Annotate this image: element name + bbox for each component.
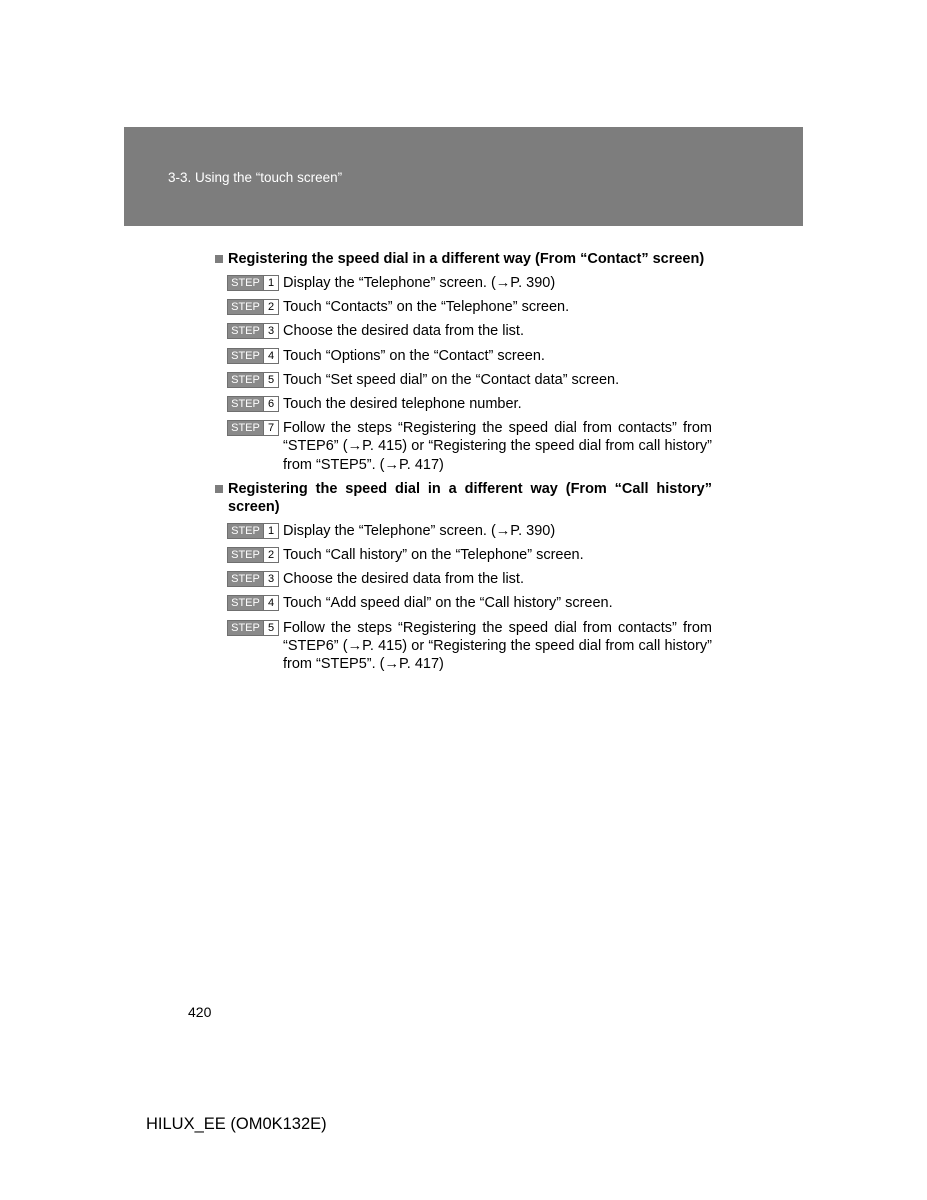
step-text: Touch “Options” on the “Contact” screen. [283, 347, 545, 364]
step-badge [227, 323, 279, 339]
step-text: Touch “Contacts” on the “Telephone” screen. [283, 299, 570, 316]
document-code: HILUX_EE (OM0K132E) [146, 1115, 327, 1133]
step-badge-number: 6 [263, 397, 278, 411]
step-item [215, 274, 712, 292]
step-item [215, 347, 712, 365]
step-text: Choose the desired data from the list. [283, 571, 524, 588]
step-text: Display the “Telephone” screen. (→P. 390) [283, 522, 556, 539]
step-badge-label: STEP [228, 300, 263, 314]
step-badge [227, 348, 279, 364]
step-badge-label: STEP [228, 276, 263, 290]
step-badge-number: 2 [263, 548, 278, 562]
step-item [215, 395, 712, 413]
step-badge-number: 5 [263, 621, 278, 635]
step-badge-label: STEP [228, 524, 263, 538]
step-badge-number: 1 [263, 276, 278, 290]
step-badge-number: 4 [263, 596, 278, 610]
step-badge-label: STEP [228, 621, 263, 635]
step-badge [227, 571, 279, 587]
step-badge-number: 7 [263, 421, 278, 435]
section-heading [215, 480, 712, 516]
step-badge [227, 396, 279, 412]
square-bullet-icon [215, 255, 223, 263]
step-badge-number: 2 [263, 300, 278, 314]
step-badge [227, 523, 279, 539]
step-badge [227, 420, 279, 436]
step-badge-label: STEP [228, 421, 263, 435]
step-text: Display the “Telephone” screen. (→P. 390) [283, 275, 556, 291]
step-item [215, 570, 712, 588]
step-badge [227, 299, 279, 315]
step-text: Touch “Add speed dial” on the “Call history” screen. [283, 595, 613, 612]
step-text: Choose the desired data from the list. [283, 323, 524, 340]
section-heading-text: Registering the speed dial in a different way (From “Call history” screen) [228, 480, 712, 515]
step-item [215, 298, 712, 316]
step-text: Follow the steps “Registering the speed dial from contacts” from “STEP6” (→P. 415) or “Registering the speed dial from call history” from “STEP5”. (→P. 417) [283, 420, 712, 473]
section-from-contact [215, 250, 712, 474]
step-text: Touch “Call history” on the “Telephone” screen. [283, 547, 584, 564]
step-badge-label: STEP [228, 548, 263, 562]
section-from-call-history [215, 480, 712, 673]
step-item [215, 522, 712, 540]
step-badge [227, 275, 279, 291]
step-badge [227, 372, 279, 388]
step-badge-number: 1 [263, 524, 278, 538]
step-item [215, 371, 712, 389]
step-text: Touch “Set speed dial” on the “Contact data” screen. [283, 371, 620, 388]
step-badge-label: STEP [228, 324, 263, 338]
step-badge-label: STEP [228, 397, 263, 411]
step-badge-label: STEP [228, 349, 263, 363]
step-badge-number: 3 [263, 572, 278, 586]
step-badge-label: STEP [228, 373, 263, 387]
step-item [215, 594, 712, 612]
step-list [215, 522, 712, 673]
step-badge-label: STEP [228, 596, 263, 610]
section-heading [215, 250, 712, 268]
step-list [215, 274, 712, 474]
step-badge [227, 620, 279, 636]
section-label: 3-3. Using the “touch screen” [168, 170, 343, 185]
step-badge-number: 3 [263, 324, 278, 338]
section-heading-text: Registering the speed dial in a different way (From “Contact” screen) [228, 251, 705, 267]
step-badge [227, 547, 279, 563]
step-badge-number: 5 [263, 373, 278, 387]
step-item [215, 619, 712, 674]
step-text: Touch the desired telephone number. [283, 396, 522, 413]
header-band [124, 127, 803, 226]
step-item [215, 546, 712, 564]
step-item [215, 322, 712, 340]
step-badge [227, 595, 279, 611]
step-badge-number: 4 [263, 349, 278, 363]
step-badge-label: STEP [228, 572, 263, 586]
step-text: Follow the steps “Registering the speed dial from contacts” from “STEP6” (→P. 415) or “Registering the speed dial from call history” from “STEP5”. (→P. 417) [283, 619, 712, 673]
page-content [215, 250, 712, 679]
page-number: 420 [188, 1004, 212, 1020]
square-bullet-icon [215, 485, 223, 493]
step-item [215, 419, 712, 474]
